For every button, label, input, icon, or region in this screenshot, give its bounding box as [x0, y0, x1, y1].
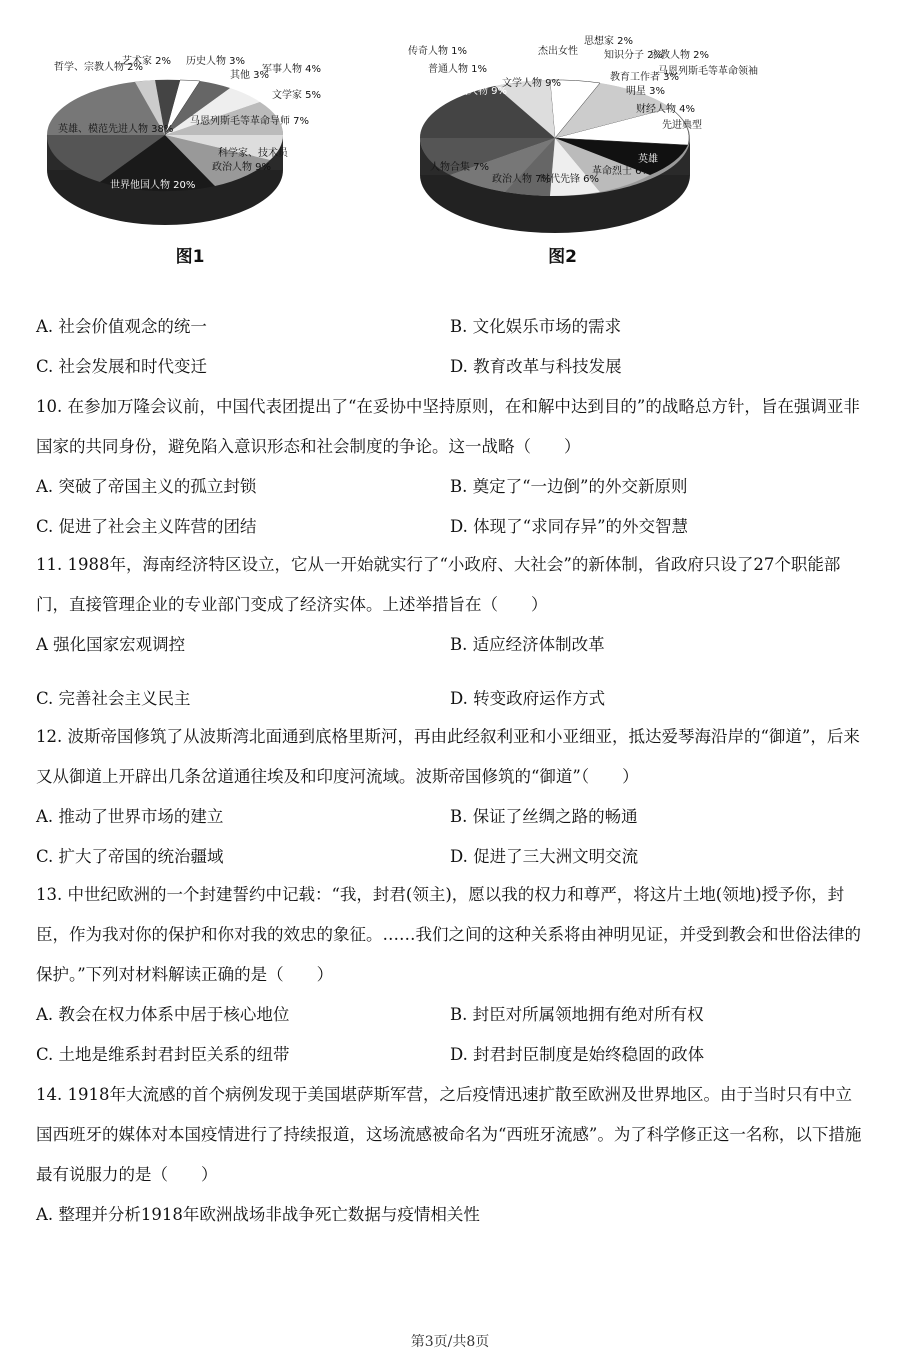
- figure-2: [400, 20, 758, 270]
- fig1-label-artist: 艺术家 2%: [122, 56, 172, 67]
- option-b[interactable]: B. 适应经济体制改革: [450, 635, 605, 654]
- option-b[interactable]: B. 保证了丝绸之路的畅通: [450, 807, 638, 826]
- question-11: [36, 545, 864, 719]
- fig2-label-martyr: 革命烈士 6%: [592, 166, 652, 177]
- fig1-label-history: 历史人物 3%: [186, 56, 246, 67]
- question-stem: 13. 中世纪欧洲的一个封建誓约中记载：“我，封君(领主)，愿以我的权力和尊严，将这片土地(领地)授予你，封臣，作为我对你的保护和你对我的效忠的象征。……我们之间的这种关系将由神明见证，并受到教会和世俗法律的保护。”下列对材料解读正确的是（ ）: [36, 885, 861, 984]
- option-a[interactable]: A. 社会价值观念的统一: [36, 317, 207, 336]
- option-a[interactable]: A. 突破了帝国主义的孤立封锁: [36, 477, 257, 496]
- fig2-label-finance: 财经人物 4%: [636, 104, 696, 115]
- figure-1-caption: 图1: [175, 247, 205, 267]
- figure-2-caption: 图2: [548, 247, 577, 267]
- option-c[interactable]: C. 土地是维系封君封臣关系的纽带: [36, 1045, 290, 1064]
- question-10: [36, 387, 864, 547]
- option-d[interactable]: D. 体现了“求同存异”的外交智慧: [450, 517, 689, 536]
- option-d[interactable]: D. 封君封臣制度是始终稳固的政体: [450, 1045, 705, 1064]
- option-c[interactable]: C. 社会发展和时代变迁: [36, 357, 208, 376]
- fig2-label-history: 历史人物 9%: [448, 86, 508, 97]
- fig2-label-legend: 传奇人物 1%: [408, 46, 468, 57]
- figure-1: [40, 20, 340, 270]
- option-d[interactable]: D. 转变政府运作方式: [450, 689, 606, 708]
- question-stem: 14. 1918年大流感的首个病例发现于美国堪萨斯军营，之后疫情迅速扩散至欧洲及世界地区。由于当时只有中立国西班牙的媒体对本国疫情进行了持续报道，这场流感被命名为“西班牙流感”。为了科学修正这一名称，以下措施最有说服力的是（ ）: [36, 1085, 862, 1184]
- option-a[interactable]: A. 推动了世界市场的建立: [36, 807, 224, 826]
- fig1-label-revolutionary: 马恩列斯毛等革命导师 7%: [190, 116, 310, 127]
- fig1-label-philosophy: 哲学、宗教人物 2%: [54, 62, 144, 73]
- option-c[interactable]: C. 促进了社会主义阵营的团结: [36, 517, 257, 536]
- fig2-label-literature: 文学人物 9%: [502, 78, 562, 89]
- option-a[interactable]: A 强化国家宏观调控: [36, 635, 186, 654]
- fig2-label-pioneer: 时代先锋 6%: [540, 174, 600, 185]
- option-d[interactable]: D. 促进了三大洲文明交流: [450, 847, 639, 866]
- page-footer: 第3页/共8页: [410, 1334, 490, 1350]
- option-b[interactable]: B. 封臣对所属领地拥有绝对所有权: [450, 1005, 704, 1024]
- question-14: [36, 1075, 864, 1235]
- fig2-label-women: 杰出女性: [538, 46, 578, 57]
- question-stem: 11. 1988年，海南经济特区设立，它从一开始就实行了“小政府、大社会”的新体制，省政府只设了27个职能部门，直接管理企业的专业部门变成了经济实体。上述举措旨在（ ）: [36, 555, 841, 614]
- option-b[interactable]: B. 文化娱乐市场的需求: [450, 317, 622, 336]
- fig2-label-thinker: 思想家 2%: [584, 36, 634, 47]
- option-a[interactable]: A. 教会在权力体系中居于核心地位: [36, 1005, 290, 1024]
- fig1-label-world: 世界他国人物 20%: [110, 180, 196, 191]
- fig2-label-intellectual: 知识分子 2%: [604, 50, 664, 61]
- option-b[interactable]: B. 奠定了“一边倒”的外交新原则: [450, 477, 688, 496]
- question-stem: 10. 在参加万隆会议前，中国代表团提出了“在妥协中坚持原则，在和解中达到目的”的战略总方针，旨在强调亚非国家的共同身份，避免陷入意识形态和社会制度的争论。这一战略（ ）: [36, 397, 860, 456]
- fig1-label-scientist: 科学家、技术员: [218, 148, 288, 159]
- pie-chart-1: [40, 20, 340, 240]
- question-stem: 12. 波斯帝国修筑了从波斯湾北面通到底格里斯河，再由此经叙利亚和小亚细亚，抵达爱琴海沿岸的“御道”，后来又从御道上开辟出几条岔道通往埃及和印度河流域。波斯帝国修筑的“御道”（ ）: [36, 727, 860, 786]
- fig2-label-religion: 宗教人物 2%: [650, 50, 710, 61]
- fig2-label-ordinary: 普通人物 1%: [428, 64, 488, 75]
- fig2-label-politician: 政治人物 7%: [492, 174, 552, 185]
- fig2-label-collection: 人物合集 7%: [430, 162, 490, 173]
- question-13: [36, 875, 864, 1075]
- fig2-label-model: 先进典型: [662, 120, 702, 131]
- option-c[interactable]: C. 完善社会主义民主: [36, 689, 191, 708]
- fig1-label-politician: 政治人物 9%: [212, 162, 272, 173]
- option-d[interactable]: D. 教育改革与科技发展: [450, 357, 622, 376]
- fig1-label-hero: 英雄、模范先进人物 38%: [58, 124, 174, 135]
- fig1-label-writer: 文学家 5%: [272, 90, 322, 101]
- fig1-label-other: 其他 3%: [230, 70, 270, 81]
- option-c[interactable]: C. 扩大了帝国的统治疆域: [36, 847, 224, 866]
- fig2-label-revolutionary: 马恩列斯毛等革命领袖: [658, 66, 758, 77]
- question-9-options: [36, 307, 864, 387]
- fig2-label-hero: 英雄: [638, 154, 658, 165]
- fig1-label-military: 军事人物 4%: [262, 64, 322, 75]
- question-12: [36, 717, 864, 877]
- pie-chart-2: [400, 20, 758, 240]
- fig2-label-educator: 教育工作者 3%: [610, 72, 680, 83]
- fig2-label-star: 明星 3%: [626, 86, 666, 97]
- option-a[interactable]: A. 整理并分析1918年欧洲战场非战争死亡数据与疫情相关性: [36, 1205, 480, 1224]
